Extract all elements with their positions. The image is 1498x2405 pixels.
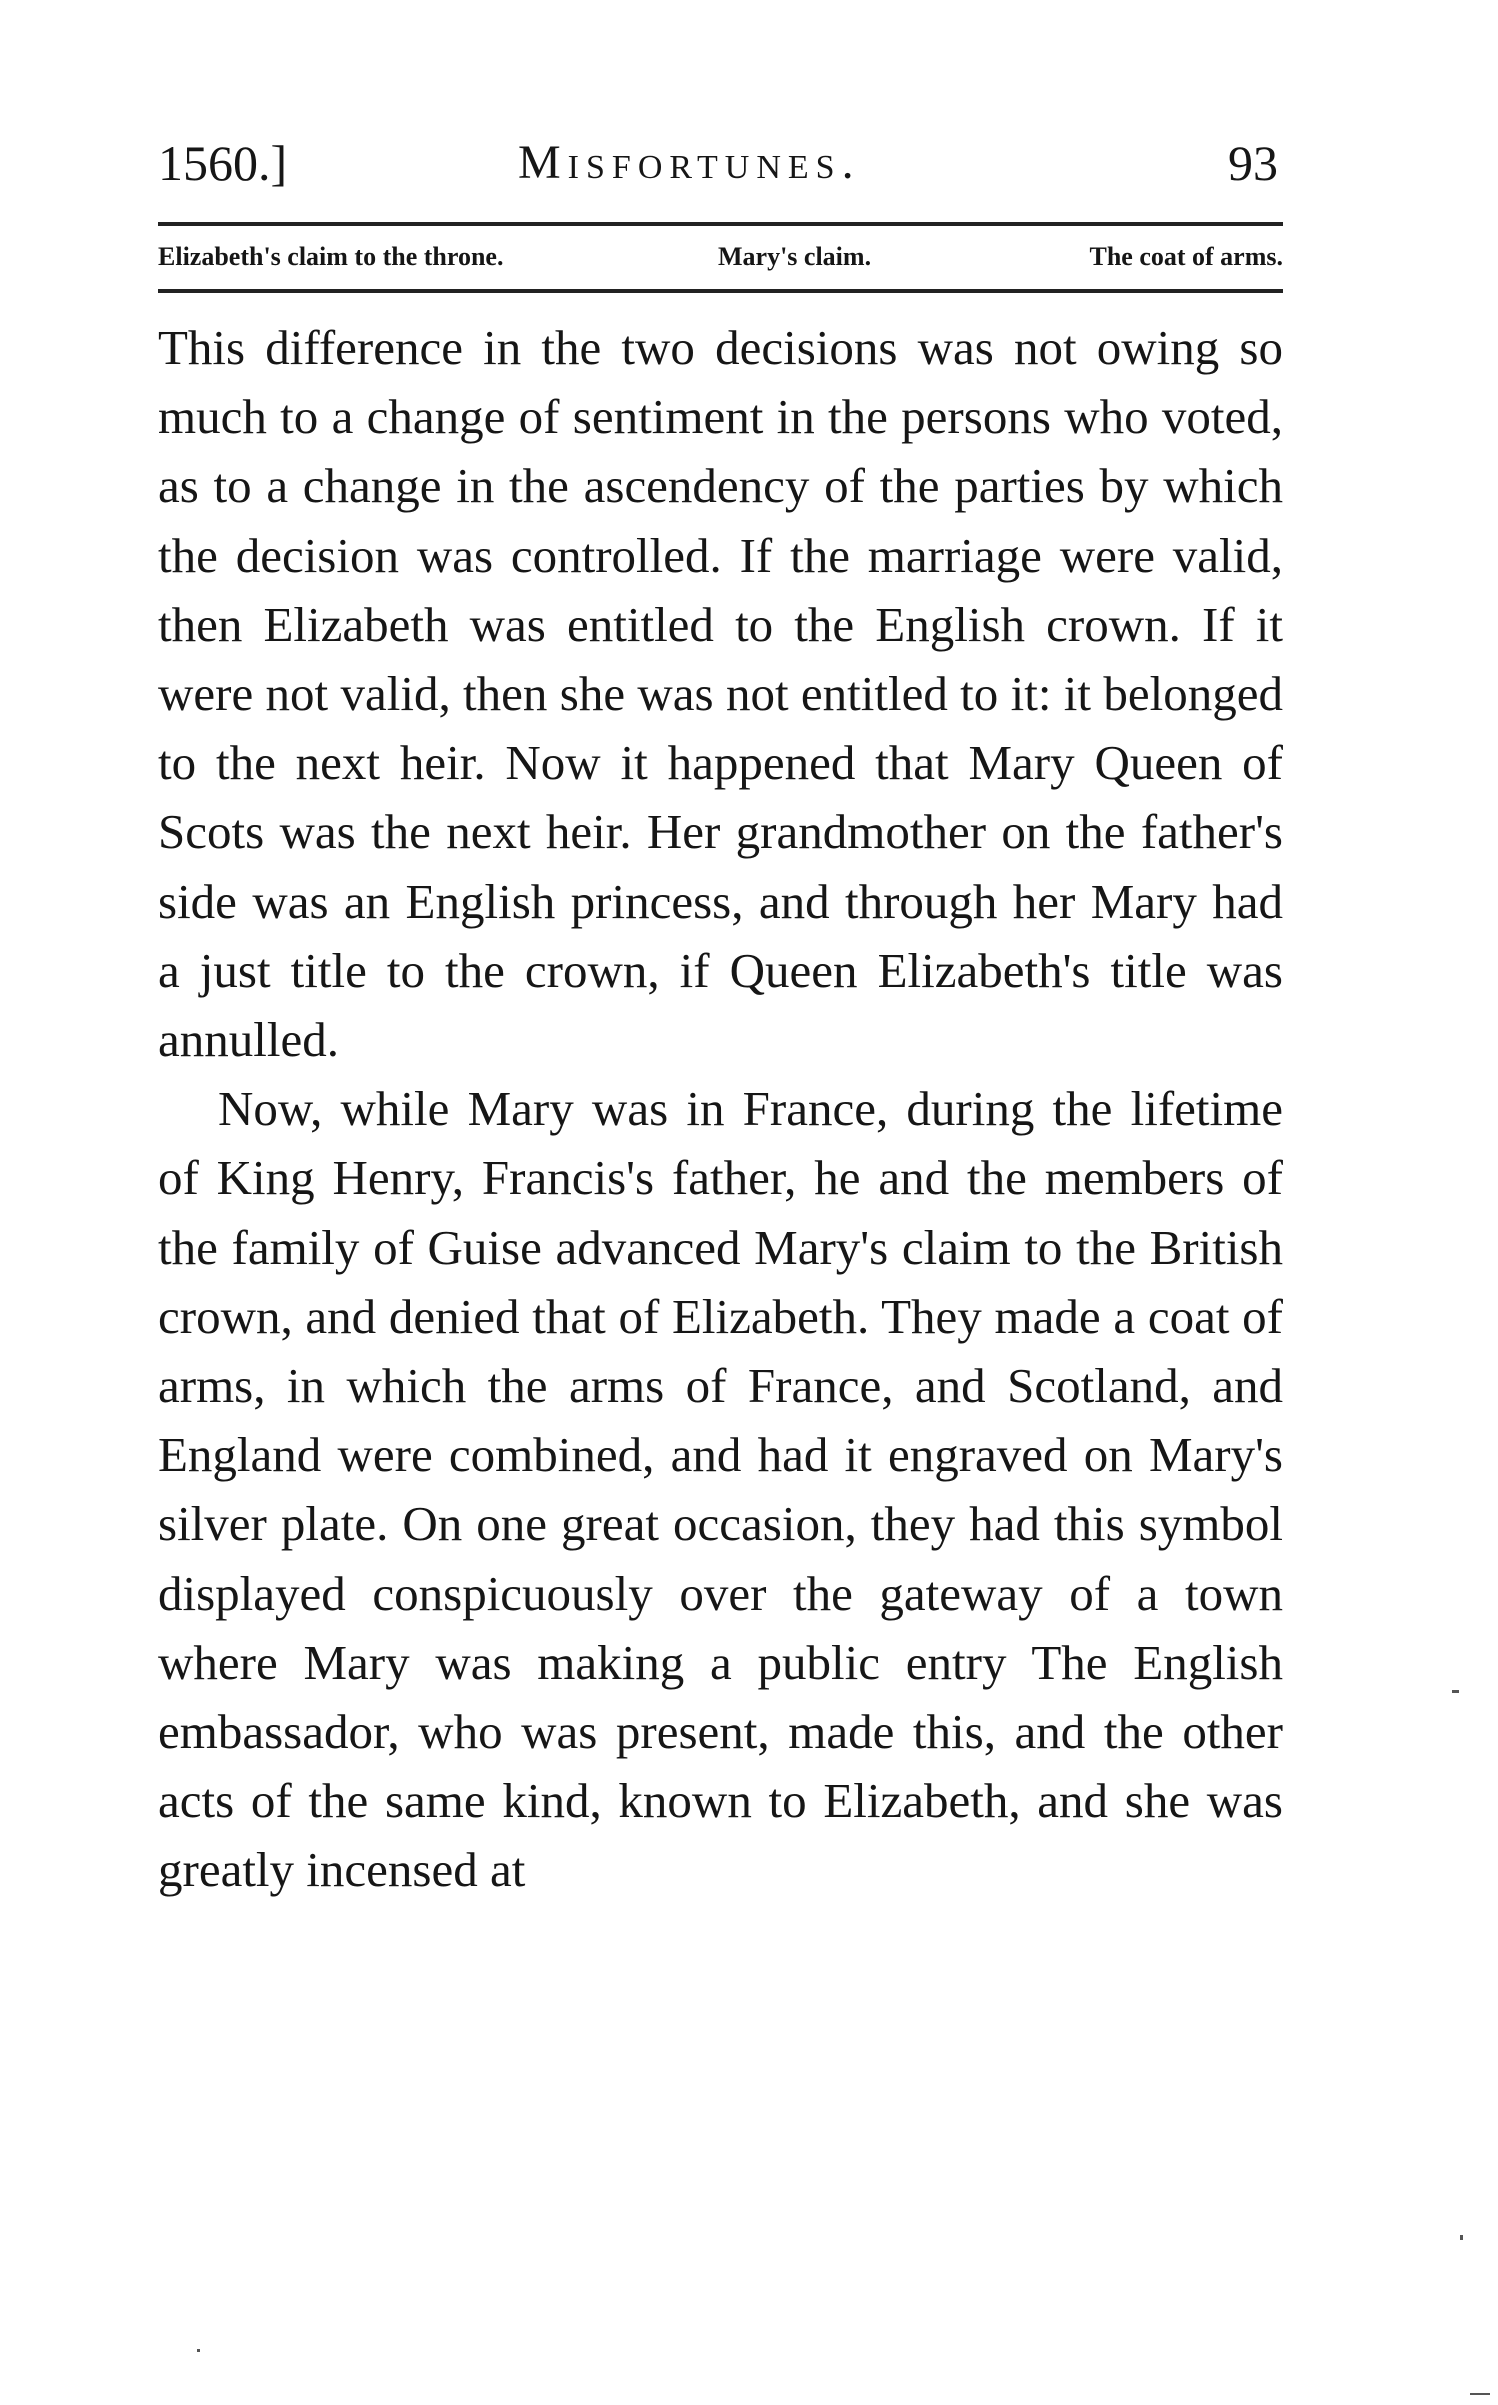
- speck: [1452, 1690, 1459, 1693]
- speck: [197, 2349, 200, 2352]
- body-text: [158, 313, 1283, 1905]
- paragraph-2: Now, while Mary was in France, during the lifetime of King Henry, Francis's father, he and the members of the family of Guise advanced Mary's claim to the British crown, and denied that of Elizabeth. They made a coat of arms, in which the arms of France, and Scotland, and England were combined, and had it engraved on Mary's silver plate. On one great occasion, they had this symbol displayed conspicuously over the gateway of a town where Mary was making a public entry The English embassador, who was present, made this, and the other acts of the same kind, known to Elizabeth, and she was greatly incensed at: [158, 1081, 1283, 1898]
- running-head-year: 1560.]: [158, 135, 288, 191]
- running-head: [158, 128, 1278, 198]
- side-note-marys-claim: Mary's claim.: [718, 242, 872, 271]
- speck: [1460, 2235, 1463, 2240]
- paragraph-1: This difference in the two decisions was not owing so much to a change of sentiment in the persons who voted, as to a change in the ascendency of the parties by which the decision was controlled. If the marriage were valid, then Elizabeth was entitled to the English crown. If it were not valid, then she was not entitled to it: it belonged to the next heir. Now it happened that Mary Queen of Scots was the next heir. Her grandmother on the father's side was an English princess, and through her Mary had a just title to the crown, if Queen Elizabeth's title was annulled.: [158, 320, 1283, 1068]
- page-number: 93: [1228, 135, 1278, 191]
- header-rule-bottom: [158, 289, 1283, 293]
- speck: [1470, 2393, 1490, 2395]
- running-head-title: Misfortunes.: [518, 136, 861, 189]
- side-note-throne-claim: Elizabeth's claim to the throne.: [158, 242, 504, 271]
- header-rule-top: [158, 222, 1283, 226]
- side-note-coat-of-arms: The coat of arms.: [1089, 242, 1283, 271]
- side-notes: [158, 232, 1283, 282]
